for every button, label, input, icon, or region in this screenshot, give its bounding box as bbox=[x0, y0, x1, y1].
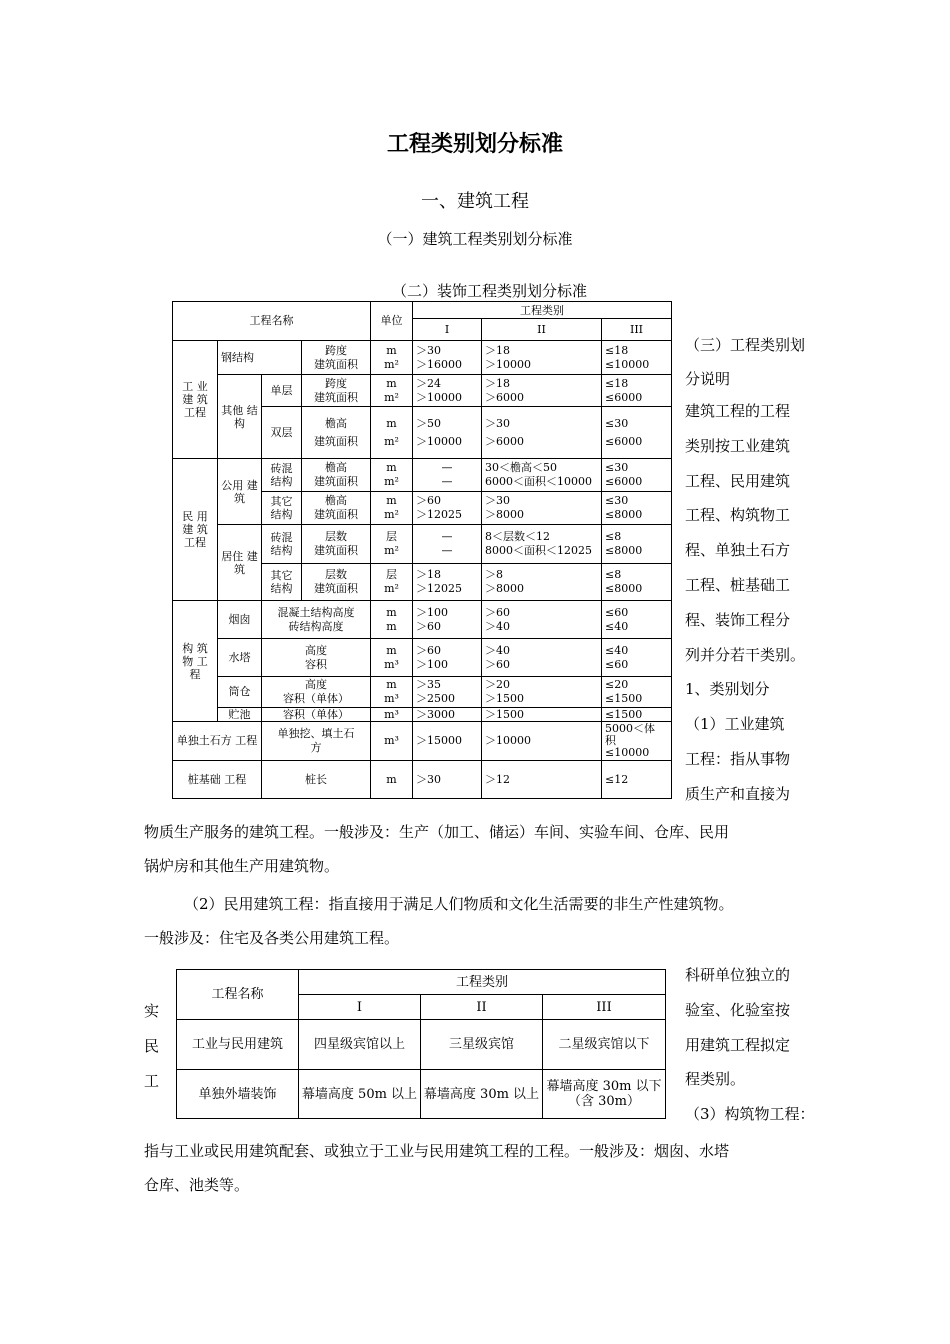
row-class-2: ＞18 ＞6000 bbox=[482, 375, 602, 407]
side-line: 质生产和直接为 bbox=[685, 784, 791, 803]
row-unit: m m² bbox=[371, 407, 413, 459]
row-class-3: ≤30 ≤6000 bbox=[602, 407, 672, 459]
paragraph-industrial bbox=[144, 815, 814, 883]
row-class-2: ＞30 ＞8000 bbox=[482, 492, 602, 525]
row-class-1: ＞60 ＞12025 bbox=[413, 492, 482, 525]
row-class-2: ＞18 ＞10000 bbox=[482, 341, 602, 375]
row-class-1: ＞24 ＞10000 bbox=[413, 375, 482, 407]
water-tower: 水塔 bbox=[218, 639, 262, 677]
row-unit: m m² bbox=[371, 341, 413, 375]
row-class-3: ≤18 ≤10000 bbox=[602, 341, 672, 375]
row-class-2: 三星级宾馆 bbox=[421, 1020, 543, 1070]
row-class-1: ＞100 ＞60 bbox=[413, 601, 482, 639]
header-class-2: II bbox=[421, 995, 543, 1020]
other-structure: 其它 结构 bbox=[262, 564, 302, 601]
storage-pool: 贮池 bbox=[218, 708, 262, 722]
header-class-2: II bbox=[482, 319, 602, 341]
row-class-1: ＞18 ＞12025 bbox=[413, 564, 482, 601]
row-class-3: ≤40 ≤60 bbox=[602, 639, 672, 677]
other-structure: 其它 结构 bbox=[262, 492, 302, 525]
row-class-3: ≤30 ≤8000 bbox=[602, 492, 672, 525]
paragraph-line: （2）民用建筑工程：指直接用于满足人们物质和文化生活需要的非生产性建筑物。 bbox=[184, 895, 734, 913]
paragraph-civil bbox=[144, 887, 814, 955]
row-class-3: ≤30 ≤6000 bbox=[602, 459, 672, 492]
row-unit: m m² bbox=[371, 459, 413, 492]
public-building: 公用 建筑 bbox=[218, 459, 262, 525]
other-structure: 其他 结构 bbox=[218, 375, 262, 459]
paragraph-structure bbox=[144, 1134, 814, 1202]
left-char: 实 bbox=[144, 1002, 160, 1020]
left-char: 民 bbox=[144, 1037, 160, 1055]
brick-concrete: 砖混 结构 bbox=[262, 459, 302, 492]
row-class-3: 5000＜体 积 ≤10000 bbox=[602, 722, 672, 761]
row-unit: m m bbox=[371, 601, 413, 639]
brick-concrete: 砖混 结构 bbox=[262, 525, 302, 564]
paragraph-line: 指与工业或民用建筑配套、或独立于工业与民用建筑工程的工程。一般涉及：烟囱、水塔 bbox=[144, 1142, 730, 1160]
side-line: 工程、构筑物工 bbox=[685, 506, 791, 525]
header-class-3: III bbox=[543, 995, 666, 1020]
row-item: 檐高 建筑面积 bbox=[302, 492, 371, 525]
paragraph-line: 仓库、池类等。 bbox=[144, 1176, 250, 1194]
row-unit: m³ bbox=[371, 722, 413, 761]
row-unit: 层 m² bbox=[371, 564, 413, 601]
page-title: 工程类别划分标准 bbox=[386, 132, 563, 157]
side-line: （1）工业建筑 bbox=[685, 715, 785, 734]
subheading-decoration: （二）装饰工程类别划分标准 bbox=[392, 282, 588, 300]
row-unit: m bbox=[371, 761, 413, 799]
row-class-2: ＞12 bbox=[482, 761, 602, 799]
row-class-1: ＞35 ＞2500 bbox=[413, 677, 482, 708]
header-class-1: I bbox=[413, 319, 482, 341]
paragraph-line: 一般涉及：住宅及各类公用建筑工程。 bbox=[144, 929, 400, 947]
row-unit: m³ bbox=[371, 708, 413, 722]
silo: 筒仓 bbox=[218, 677, 262, 708]
side-line: （3）构筑物工程： bbox=[685, 1105, 815, 1124]
pile-foundation-project: 桩基础 工程 bbox=[173, 761, 262, 799]
row-class-1: ＞30 ＞16000 bbox=[413, 341, 482, 375]
paragraph-line: 锅炉房和其他生产用建筑物。 bbox=[144, 857, 340, 875]
row-item: 檐高 建筑面积 bbox=[302, 459, 371, 492]
group-civil: 民 用 建 筑 工程 bbox=[173, 459, 218, 601]
decoration-category-table bbox=[176, 969, 666, 1119]
row-item: 层数 建筑面积 bbox=[302, 564, 371, 601]
row-class-1: — — bbox=[413, 525, 482, 564]
row-class-1: ＞30 bbox=[413, 761, 482, 799]
row-name: 单独外墙装饰 bbox=[177, 1070, 299, 1119]
subheading-building: （一）建筑工程类别划分标准 bbox=[377, 230, 573, 248]
section-heading: 一、建筑工程 bbox=[421, 191, 529, 212]
steel-structure: 钢结构 bbox=[218, 341, 302, 375]
side-text bbox=[685, 394, 811, 812]
row-class-1: ＞60 ＞100 bbox=[413, 639, 482, 677]
header-unit: 单位 bbox=[371, 302, 413, 341]
row-class-2: ＞40 ＞60 bbox=[482, 639, 602, 677]
row-class-3: ≤12 bbox=[602, 761, 672, 799]
single-storey: 单层 bbox=[262, 375, 302, 407]
right-text bbox=[685, 958, 815, 1132]
row-class-1: 幕墙高度 50m 以上 bbox=[299, 1070, 421, 1119]
row-item: 跨度 建筑面积 bbox=[302, 341, 371, 375]
row-class-2: 30＜檐高＜50 6000＜面积＜10000 bbox=[482, 459, 602, 492]
row-class-1: ＞50 ＞10000 bbox=[413, 407, 482, 459]
row-item: 容积（单体） bbox=[262, 708, 371, 722]
header-category: 工程类别 bbox=[413, 302, 672, 319]
header-class-1: I bbox=[299, 995, 421, 1020]
row-item: 檐高 建筑面积 bbox=[302, 407, 371, 459]
row-class-2: ＞1500 bbox=[482, 708, 602, 722]
side-line: 科研单位独立的 bbox=[685, 966, 791, 984]
row-class-3: 二星级宾馆以下 bbox=[543, 1020, 666, 1070]
side-line: 程、装饰工程分 bbox=[685, 610, 791, 629]
row-class-2: ＞8 ＞8000 bbox=[482, 564, 602, 601]
header-category: 工程类别 bbox=[299, 970, 666, 995]
row-unit: m m³ bbox=[371, 677, 413, 708]
double-storey: 双层 bbox=[262, 407, 302, 459]
row-item: 混凝土结构高度 砖结构高度 bbox=[262, 601, 371, 639]
row-class-2: 8＜层数＜12 8000＜面积＜12025 bbox=[482, 525, 602, 564]
side-line: 工程、桩基础工 bbox=[685, 575, 791, 594]
group-structure: 构 筑 物 工 程 bbox=[173, 601, 218, 722]
row-item: 高度 容积（单体） bbox=[262, 677, 371, 708]
header-name: 工程名称 bbox=[177, 970, 299, 1020]
row-class-2: ＞10000 bbox=[482, 722, 602, 761]
side-line: 建筑工程的工程 bbox=[685, 402, 791, 420]
side-line: 程类别。 bbox=[685, 1070, 746, 1089]
row-class-3: ≤18 ≤6000 bbox=[602, 375, 672, 407]
header-name: 工程名称 bbox=[173, 302, 371, 341]
side-line: 程、单独土石方 bbox=[685, 541, 791, 560]
side-line: 类别按工业建筑 bbox=[685, 436, 791, 455]
row-class-3: ≤20 ≤1500 bbox=[602, 677, 672, 708]
row-item: 桩长 bbox=[262, 761, 371, 799]
side-line: 验室、化验室按 bbox=[685, 1000, 791, 1019]
row-class-3: ≤8 ≤8000 bbox=[602, 525, 672, 564]
side-line: 用建筑工程拟定 bbox=[685, 1035, 791, 1054]
header-class-3: III bbox=[602, 319, 672, 341]
row-unit: m m² bbox=[371, 492, 413, 525]
row-class-3: 幕墙高度 30m 以下 （含 30m） bbox=[543, 1070, 666, 1119]
row-class-2: 幕墙高度 30m 以上 bbox=[421, 1070, 543, 1119]
row-class-1: — — bbox=[413, 459, 482, 492]
row-unit: m m³ bbox=[371, 639, 413, 677]
chimney: 烟囱 bbox=[218, 601, 262, 639]
row-name: 工业与民用建筑 bbox=[177, 1020, 299, 1070]
paragraph-line: 物质生产服务的建筑工程。一般涉及：生产（加工、储运）车间、实验车间、仓库、民用 bbox=[144, 823, 730, 841]
row-class-2: ＞30 ＞6000 bbox=[482, 407, 602, 459]
row-class-2: ＞20 ＞1500 bbox=[482, 677, 602, 708]
side-line: 1、类别划分 bbox=[685, 680, 770, 699]
row-item: 层数 建筑面积 bbox=[302, 525, 371, 564]
explanation-heading: （三）工程类别划分说明 bbox=[685, 336, 806, 388]
earthwork-project: 单独土石方 工程 bbox=[173, 722, 262, 761]
residential-building: 居住 建筑 bbox=[218, 525, 262, 601]
row-class-2: ＞60 ＞40 bbox=[482, 601, 602, 639]
side-line: 工程：指从事物 bbox=[685, 749, 791, 768]
row-unit: m m² bbox=[371, 375, 413, 407]
row-class-3: ≤8 ≤8000 bbox=[602, 564, 672, 601]
side-line: 工程、民用建筑 bbox=[685, 471, 791, 490]
group-industrial: 工 业 建 筑 工程 bbox=[173, 341, 218, 459]
row-item: 单独挖、填土石 方 bbox=[262, 722, 371, 761]
side-line: 列并分若干类别。 bbox=[685, 645, 806, 664]
row-class-1: 四星级宾馆以上 bbox=[299, 1020, 421, 1070]
row-class-1: ＞3000 bbox=[413, 708, 482, 722]
row-unit: 层 m² bbox=[371, 525, 413, 564]
building-category-table bbox=[172, 301, 672, 799]
left-char: 工 bbox=[144, 1072, 160, 1090]
row-item: 高度 容积 bbox=[262, 639, 371, 677]
row-class-3: ≤1500 bbox=[602, 708, 672, 722]
row-class-1: ＞15000 bbox=[413, 722, 482, 761]
row-item: 跨度 建筑面积 bbox=[302, 375, 371, 407]
row-class-3: ≤60 ≤40 bbox=[602, 601, 672, 639]
